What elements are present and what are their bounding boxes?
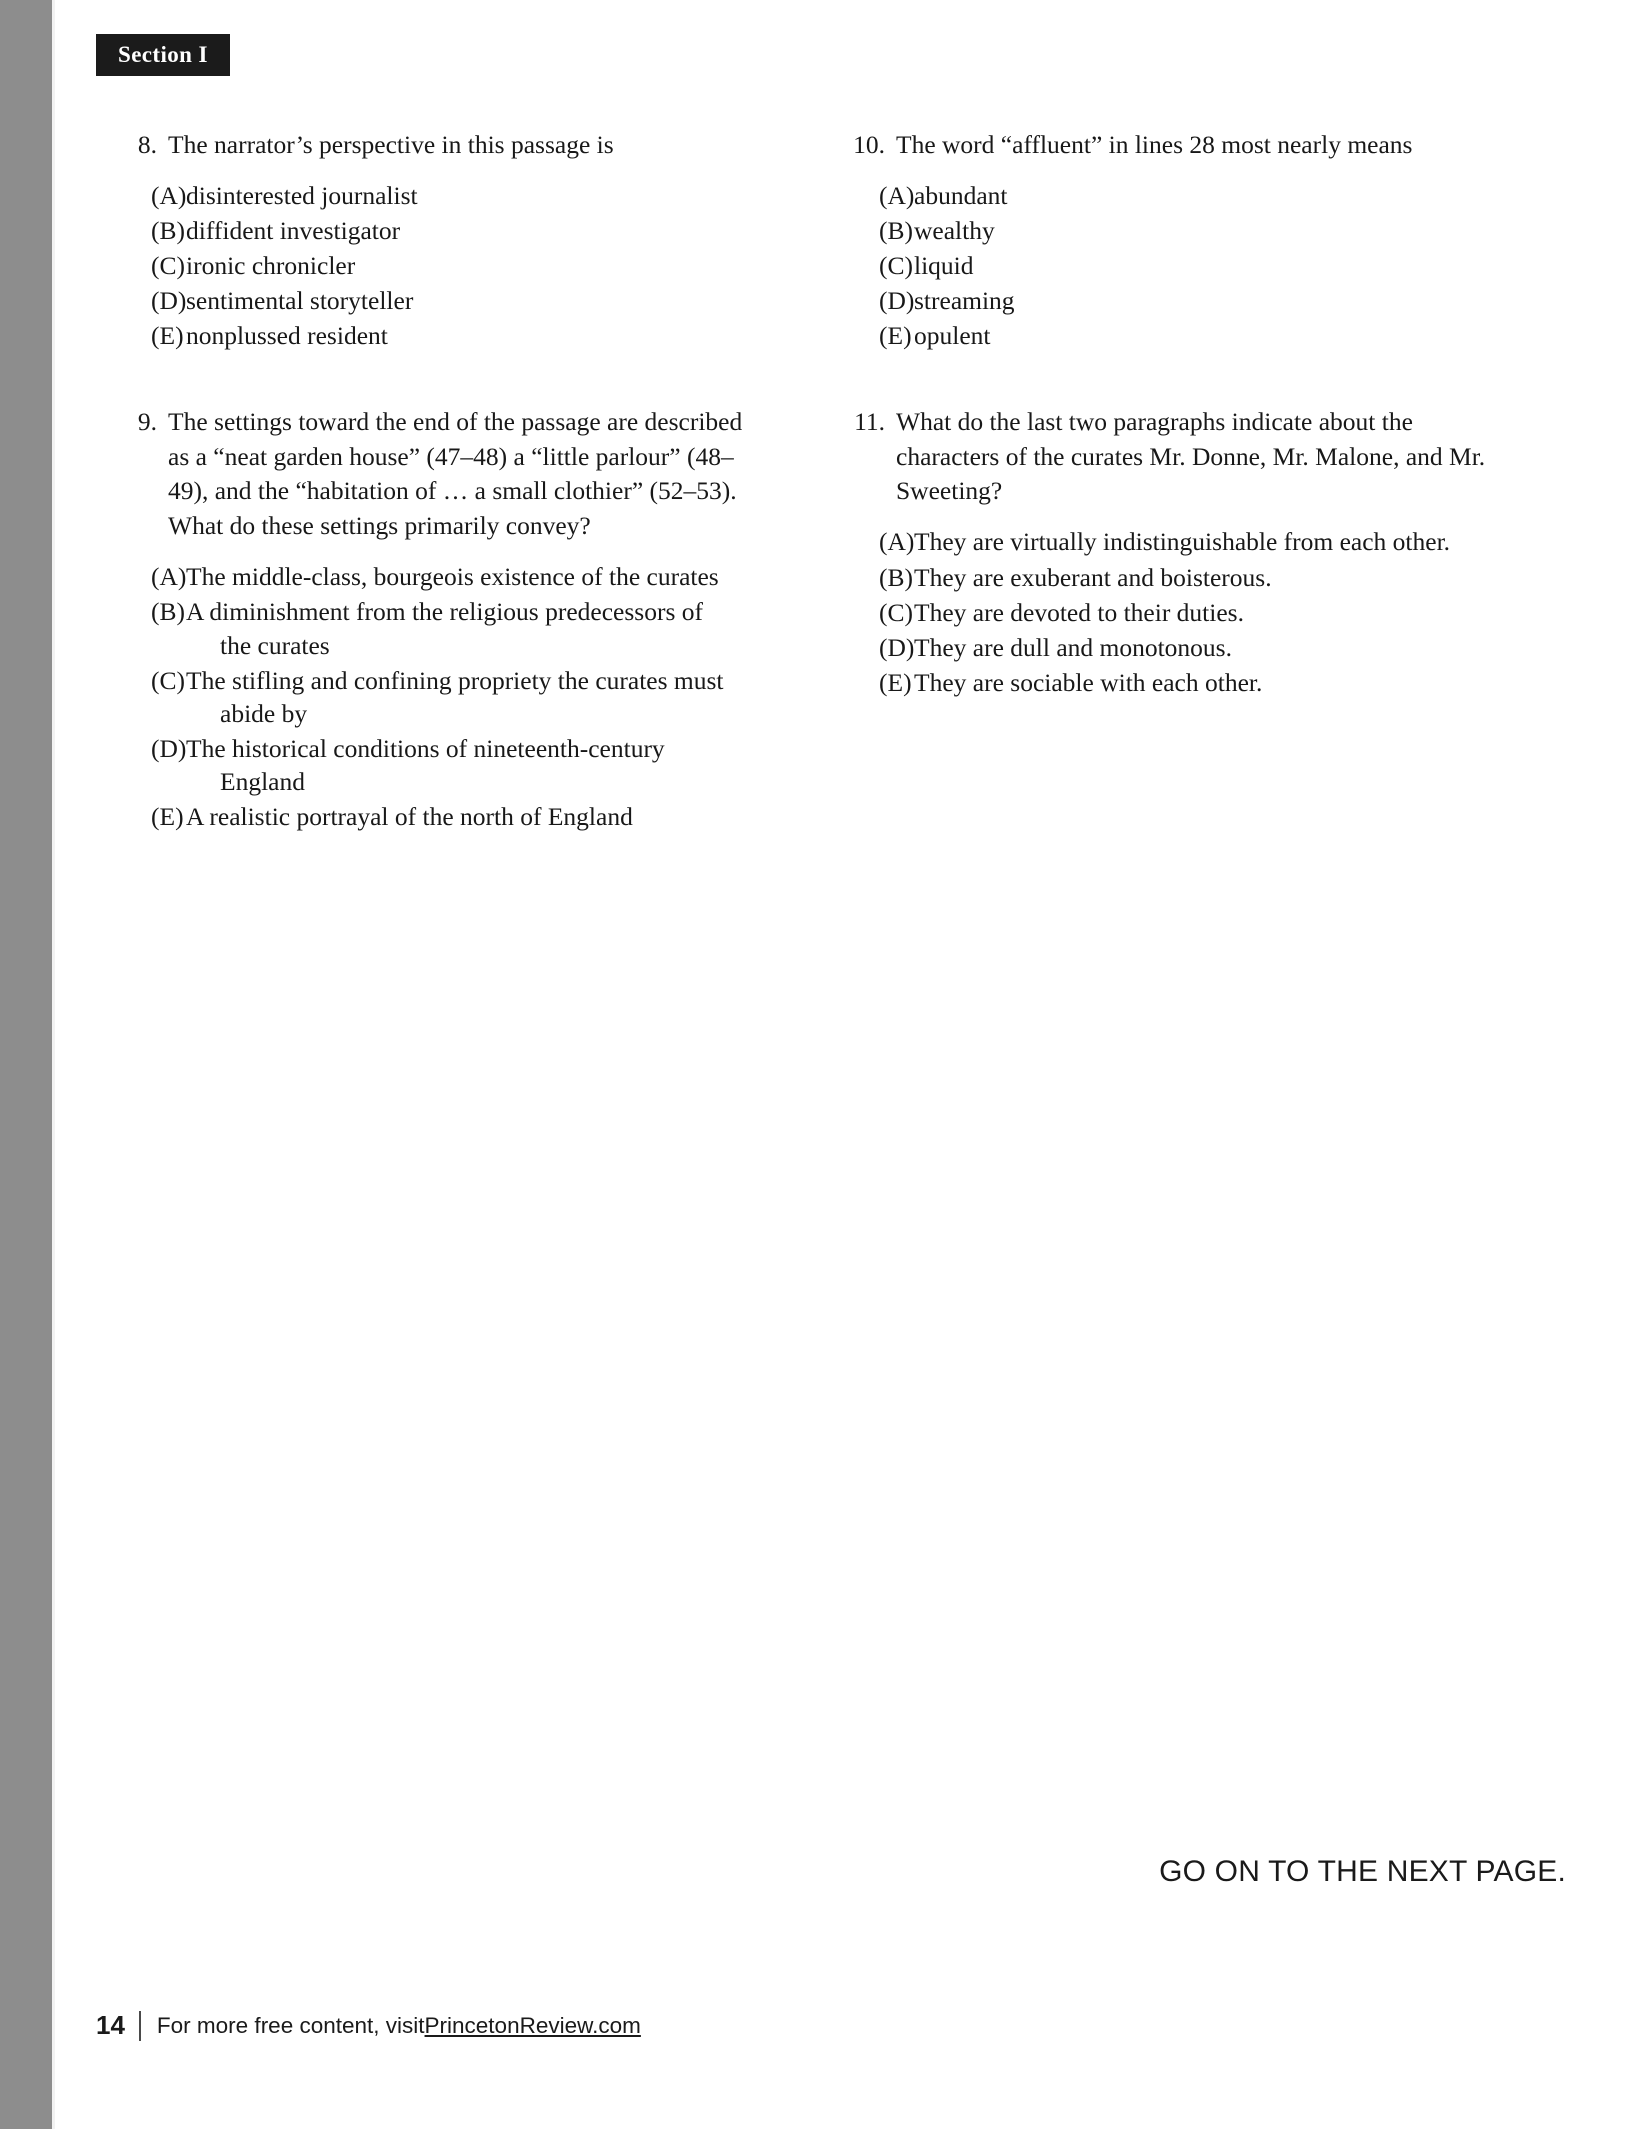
footer-url-link[interactable]: PrincetonReview.com	[424, 2012, 641, 2038]
option-text-line1: The stifling and confining propriety the curates must	[186, 665, 724, 695]
question-9-text: The settings toward the end of the passage are described as a “neat garden house” (47–48) a “little parlour” (48–49), and the “habitation of … a small clothier” (52–53). What do these settings primarily convey?	[168, 406, 743, 541]
option-text	[182, 560, 760, 593]
option-letter: (A)	[879, 180, 915, 210]
question-9	[120, 405, 760, 834]
question-10-text: The word “affluent” in lines 28 most nearly means	[896, 130, 1413, 159]
question-9-option-d[interactable]	[120, 732, 760, 798]
question-11	[848, 405, 1488, 699]
footer-page-number: 14	[96, 2010, 125, 2040]
option-text-line1: A realistic portrayal of the north of England	[186, 802, 633, 832]
right-column	[848, 128, 1488, 863]
question-10-stem	[848, 128, 1488, 163]
option-text: abundant	[914, 180, 1008, 210]
question-9-option-a[interactable]	[120, 560, 760, 593]
option-text: disinterested journalist	[186, 180, 418, 210]
option-text: ironic chronicler	[186, 251, 356, 281]
option-text	[182, 664, 760, 730]
option-letter: (E)	[879, 667, 912, 697]
option-letter: (B)	[879, 562, 913, 592]
option-text: streaming	[914, 286, 1015, 316]
question-11-option-b[interactable]	[848, 561, 1488, 594]
option-text-line1: The historical conditions of nineteenth-century	[186, 734, 665, 764]
option-text: They are dull and monotonous.	[914, 632, 1232, 662]
option-text: diffident investigator	[186, 216, 401, 246]
question-11-option-a[interactable]	[848, 525, 1488, 558]
option-text-line1: A diminishment from the religious predecessors of	[186, 597, 703, 627]
question-8-number: 8.	[137, 130, 157, 159]
question-8-options	[120, 179, 760, 353]
question-10-option-b[interactable]	[848, 214, 1488, 247]
question-9-option-b[interactable]	[120, 595, 760, 661]
option-letter: (D)	[151, 286, 187, 316]
option-text: opulent	[914, 321, 991, 351]
question-9-stem	[120, 405, 760, 545]
option-text: sentimental storyteller	[186, 286, 414, 316]
question-10-option-d[interactable]	[848, 284, 1488, 317]
option-letter: (D)	[879, 286, 915, 316]
option-letter: (E)	[151, 321, 184, 351]
question-11-option-d[interactable]	[848, 631, 1488, 664]
question-10-option-a[interactable]	[848, 179, 1488, 212]
question-11-options	[848, 525, 1488, 699]
question-9-option-c[interactable]	[120, 664, 760, 730]
question-8-option-c[interactable]	[120, 249, 760, 282]
question-9-option-e[interactable]	[120, 800, 760, 833]
option-letter: (A)	[879, 527, 915, 557]
question-8-text: The narrator’s perspective in this passage is	[168, 130, 614, 159]
footer-label: For more free content, visit	[156, 2012, 425, 2038]
question-10	[848, 128, 1488, 353]
question-10-number: 10.	[853, 130, 885, 159]
option-letter: (C)	[151, 251, 185, 281]
option-letter: (E)	[151, 802, 184, 832]
question-11-stem	[848, 405, 1488, 510]
option-letter: (A)	[151, 180, 187, 210]
option-text	[182, 732, 760, 798]
question-10-option-c[interactable]	[848, 249, 1488, 282]
left-column	[120, 128, 760, 863]
question-8-option-a[interactable]	[120, 179, 760, 212]
option-letter: (B)	[879, 216, 913, 246]
question-8-option-d[interactable]	[120, 284, 760, 317]
option-letter: (B)	[151, 216, 185, 246]
question-11-text: What do the last two paragraphs indicate about the characters of the curates Mr. Donne, Mr. Malone, and Mr. Sweeting?	[896, 406, 1486, 506]
question-10-options	[848, 179, 1488, 353]
question-8-option-b[interactable]	[120, 214, 760, 247]
question-10-option-e[interactable]	[848, 319, 1488, 352]
section-badge: Section I	[96, 34, 230, 76]
option-letter: (E)	[879, 321, 912, 351]
question-columns	[120, 128, 1540, 863]
question-9-number: 9.	[137, 406, 157, 436]
option-text-line1: The middle-class, bourgeois existence of the curates	[186, 562, 719, 592]
option-text-line2: the curates	[220, 630, 330, 660]
question-8-stem	[120, 128, 760, 163]
option-letter: (B)	[151, 597, 185, 627]
option-letter: (C)	[879, 251, 913, 281]
option-letter: (D)	[879, 632, 915, 662]
option-letter: (C)	[151, 665, 185, 695]
option-text	[182, 595, 760, 661]
option-text-line2: abide by	[220, 698, 308, 728]
option-letter: (C)	[879, 597, 913, 627]
question-8-option-e[interactable]	[120, 319, 760, 352]
option-text: liquid	[914, 251, 974, 281]
option-text: They are devoted to their duties.	[914, 597, 1244, 627]
option-text: They are sociable with each other.	[914, 667, 1263, 697]
page-footer	[96, 2010, 641, 2041]
option-text: nonplussed resident	[186, 321, 388, 351]
question-9-options	[120, 560, 760, 833]
option-letter: (A)	[151, 562, 187, 592]
go-on-to-next-page-notice: GO ON TO THE NEXT PAGE.	[1159, 1855, 1566, 1888]
question-11-option-c[interactable]	[848, 596, 1488, 629]
option-text: They are exuberant and boisterous.	[914, 562, 1272, 592]
option-letter: (D)	[151, 734, 187, 764]
option-text-line2: England	[220, 767, 305, 797]
question-8	[120, 128, 760, 353]
option-text: They are virtually indistinguishable from each other.	[914, 527, 1451, 557]
option-text: wealthy	[914, 216, 995, 246]
footer-divider	[139, 2011, 141, 2041]
question-11-option-e[interactable]	[848, 666, 1488, 699]
question-11-number: 11.	[854, 406, 885, 436]
option-text	[182, 800, 760, 833]
